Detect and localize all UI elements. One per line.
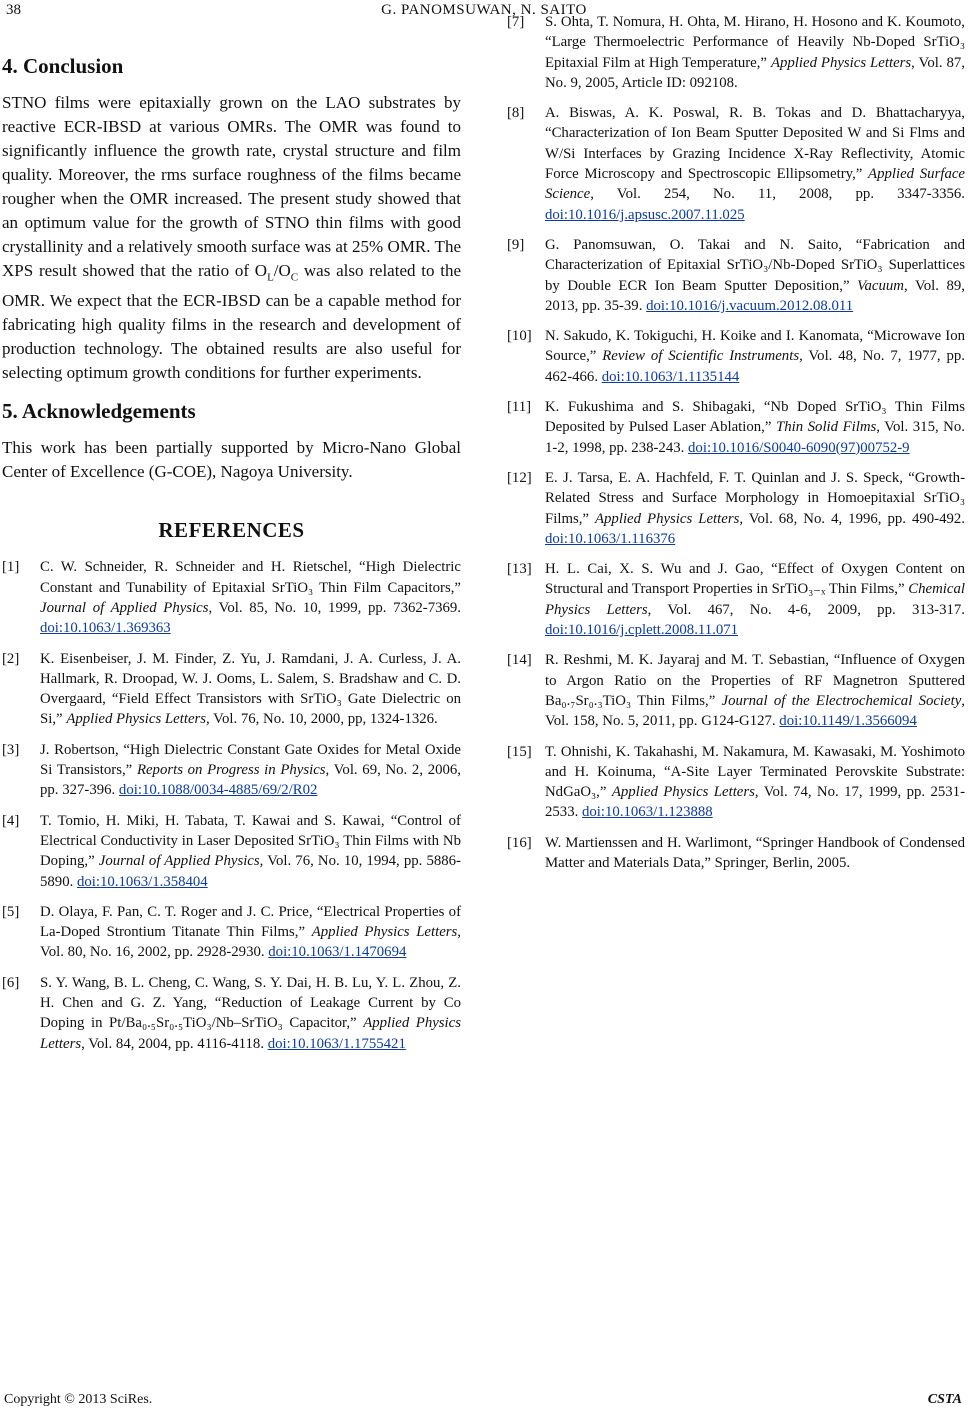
reference-text xyxy=(545,650,965,731)
reference-item xyxy=(2,811,461,892)
reference-journal: Applied Physics Letters xyxy=(770,54,912,71)
acknowledgements-paragraph: This work has been partially supported by Micro-Nano Global Center of Excellence (G-COE), Nagoya University. xyxy=(2,438,461,482)
reference-item xyxy=(2,557,461,638)
reference-authors-title: R. Reshmi, M. K. Jayaraj and M. T. Sebastian, “Influence of Oxygen to Argon Ratio on the Properties of RF Magnetron Sputtered Ba₀.₇Sr₀.₃TiO₃ Thin Films,” xyxy=(545,652,965,709)
doi-link[interactable]: doi:10.1063/1.123888 xyxy=(582,804,713,821)
reference-text xyxy=(545,833,965,874)
reference-text xyxy=(40,902,461,963)
conclusion-heading: 4. Conclusion xyxy=(2,54,124,78)
reference-number: [2] xyxy=(2,650,20,667)
reference-journal: Applied Physics Letters xyxy=(595,510,740,527)
reference-details: , Vol. 84, 2004, pp. 4116-4118. xyxy=(81,1035,268,1052)
reference-number: [13] xyxy=(507,561,532,578)
reference-details: , Vol. 467, No. 4-6, 2009, pp. 313-317. xyxy=(647,601,965,618)
reference-journal: Journal of Applied Physics xyxy=(98,853,260,870)
reference-authors-title: T. Ohnishi, K. Takahashi, M. Nakamura, M. Kawasaki, M. Yoshimoto and H. Koinuma, “A-Site Layer Terminated Perovskite Substrate: NdGaO₃,” xyxy=(545,743,965,801)
ratio-slash: /O xyxy=(273,261,291,280)
running-head: G. PANOMSUWAN, N. SAITO xyxy=(381,2,587,18)
reference-journal: Reports on Progress in Physics xyxy=(136,762,326,779)
reference-authors-title: H. L. Cai, X. S. Wu and J. Gao, “Effect of Oxygen Content on Structural and Transport Properties in SrTiO₃₋ₓ Thin Films,” xyxy=(545,561,965,598)
reference-item xyxy=(507,397,965,458)
reference-authors-title: D. Olaya, F. Pan, C. T. Roger and J. C. Price, “Electrical Properties of La-Doped Strontium Titanate Thin Films,” xyxy=(40,903,461,941)
reference-item xyxy=(507,742,965,823)
reference-journal: Vacuum xyxy=(857,277,904,294)
left-column xyxy=(2,44,461,1064)
subscript-c: C xyxy=(290,271,299,284)
reference-authors-title: K. Eisenbeiser, J. M. Finder, Z. Yu, J. Ramdani, J. A. Curless, J. A. Hallmark, R. Droopad, W. J. Ooms, L. Salem, S. Bradshaw and C. D. Overgaard, “Field Effect Transistors with SrTiO₃ Gate Dielectric on Si,” xyxy=(40,650,461,728)
reference-details: , Vol. 158, No. 5, 2011, pp. G124-G127. xyxy=(545,692,965,730)
doi-link[interactable]: doi:10.1088/0034-4885/69/2/R02 xyxy=(118,782,318,799)
reference-details: , Vol. 48, No. 7, 1977, pp. 462-466. xyxy=(545,348,965,385)
reference-details: , Vol. 85, No. 10, 1999, pp. 7362-7369. xyxy=(208,599,461,616)
reference-text xyxy=(545,468,965,549)
reference-number: [5] xyxy=(2,903,20,920)
reference-number: [15] xyxy=(507,743,532,760)
reference-number: [9] xyxy=(507,236,525,253)
copyright-notice: Copyright © 2013 SciRes. xyxy=(4,1392,153,1407)
reference-number: [3] xyxy=(2,741,20,758)
references-heading: REFERENCES xyxy=(158,518,305,543)
reference-details: , Vol. 254, No. 11, 2008, pp. 3347-3356. xyxy=(590,186,965,203)
reference-authors-title: S. Y. Wang, B. L. Cheng, C. Wang, S. Y. Dai, H. B. Lu, Y. L. Zhou, Z. H. Chen and G. Z. Yang, “Reduction of Leakage Current by Co Doping in Pt/Ba₀.₅Sr₀.₅TiO₃/Nb–SrTiO₃ Capacitor,” xyxy=(40,974,461,1032)
reference-text xyxy=(40,811,461,892)
reference-text xyxy=(545,235,965,316)
reference-details: , Vol. 315, No. 1-2, 1998, pp. 238-243. xyxy=(545,419,965,456)
reference-journal: Applied Physics Letters xyxy=(611,784,755,801)
reference-text xyxy=(40,649,461,730)
reference-details: , Vol. 74, No. 17, 1999, pp. 2531-2533. xyxy=(545,784,965,821)
reference-item xyxy=(2,973,461,1054)
reference-authors-title: J. Robertson, “High Dielectric Constant Gate Oxides for Metal Oxide Si Transistors,” xyxy=(40,741,461,779)
reference-item xyxy=(507,326,965,387)
doi-link[interactable]: doi:10.1016/j.apsusc.2007.11.025 xyxy=(545,206,745,223)
conclusion-text: STNO films were epitaxially grown on the LAO substrates by reactive ECR-IBSD at various OMRs. The OMR was found to significantly influence the growth rate, crystal structure and film quality. Moreover, the rms surface roughness of the films became rougher when the OMR increased. The present study showed that an optimum value for the growth of STNO thin films with good crystallinity and a relatively smooth surface was at 25% OMR. The XPS result showed that the ratio of O xyxy=(2,93,461,280)
reference-authors-title: W. Martienssen and H. Warlimont, “Springer Handbook of Condensed Matter and Materials Data,” Springer, Berlin, 2005. xyxy=(545,834,965,871)
reference-text xyxy=(545,742,965,823)
reference-list-left xyxy=(2,557,461,1054)
reference-authors-title: S. Ohta, T. Nomura, H. Ohta, M. Hirano, H. Hosono and K. Koumoto, “Large Thermoelectric Performance of Heavily Nb-Doped SrTiO₃ Epitaxial Film at High Temperature,” xyxy=(545,14,965,71)
reference-number: [16] xyxy=(507,834,532,851)
doi-link[interactable]: doi:10.1016/S0040-6090(97)00752-9 xyxy=(688,439,910,456)
reference-journal: Applied Surface Science xyxy=(545,166,965,203)
reference-details: , Vol. 76, No. 10, 2000, pp, 1324-1326. xyxy=(206,711,438,728)
reference-number: [6] xyxy=(2,974,20,991)
reference-details: , Vol. 87, No. 9, 2005, Article ID: 092108. xyxy=(545,54,965,91)
reference-item xyxy=(507,650,965,731)
reference-text xyxy=(545,326,965,387)
reference-item xyxy=(507,468,965,549)
reference-item xyxy=(507,235,965,316)
reference-authors-title: T. Tomio, H. Miki, H. Tabata, T. Kawai and S. Kawai, “Control of Electrical Conductivity in Laser Deposited SrTiO₃ Thin Films with Nb Doping,” xyxy=(40,812,461,870)
reference-authors-title: N. Sakudo, K. Tokiguchi, H. Koike and I. Kanomata, “Microwave Ion Source,” xyxy=(545,328,965,365)
reference-authors-title: K. Fukushima and S. Shibagaki, “Nb Doped SrTiO₃ Thin Films Deposited by Pulsed Laser Ablation,” xyxy=(545,399,965,436)
conclusion-text-end: was also related to the OMR. We expect that the ECR-IBSD can be a capable method for fabricating high quality films in the research and development of production technology. The obtained results are also useful for selecting optimum growth conditions for further experiments. xyxy=(2,261,461,383)
reference-details: , Vol. 69, No. 2, 2006, pp. 327-396. xyxy=(40,762,462,799)
reference-number: [1] xyxy=(2,559,20,576)
reference-text xyxy=(40,973,461,1054)
reference-journal: Journal of Applied Physics xyxy=(40,599,209,616)
reference-details: , Vol. 76, No. 10, 1994, pp. 5886-5890. xyxy=(40,853,461,890)
doi-link[interactable]: doi:10.1063/1.116376 xyxy=(545,530,676,547)
reference-text xyxy=(545,103,965,225)
right-column xyxy=(507,12,965,883)
reference-journal: Journal of the Electrochemical Society xyxy=(721,692,962,709)
reference-item xyxy=(507,833,965,874)
reference-number: [8] xyxy=(507,105,525,122)
reference-item xyxy=(507,12,965,93)
reference-journal: Chemical Physics Letters xyxy=(545,581,965,618)
reference-journal: Applied Physics Letters xyxy=(311,924,458,941)
conclusion-paragraph xyxy=(2,91,461,385)
reference-details: , Vol. 80, No. 16, 2002, pp. 2928-2930. xyxy=(40,924,461,961)
doi-link[interactable]: doi:10.1063/1.1470694 xyxy=(268,944,407,961)
reference-authors-title: G. Panomsuwan, O. Takai and N. Saito, “Fabrication and Characterization of Epitaxial SrTiO₃/Nb-Doped SrTiO₃ Superlattices by Double ECR Ion Beam Sputter Deposition,” xyxy=(545,236,965,294)
reference-number: [12] xyxy=(507,469,532,486)
page-number: 38 xyxy=(6,2,21,18)
acknowledgements-heading: 5. Acknowledgements xyxy=(2,399,196,424)
reference-number: [14] xyxy=(507,652,532,669)
doi-link[interactable]: doi:10.1063/1.358404 xyxy=(77,873,208,890)
reference-number: [7] xyxy=(507,14,525,30)
reference-item xyxy=(507,103,965,225)
reference-number: [4] xyxy=(2,812,20,829)
reference-text xyxy=(545,397,965,458)
reference-text xyxy=(545,559,965,640)
doi-link[interactable]: doi:10.1063/1.1135144 xyxy=(601,368,740,385)
reference-authors-title: E. J. Tarsa, E. A. Hachfeld, F. T. Quinlan and J. S. Speck, “Growth-Related Stress and Surface Morphology in Homoepitaxial SrTiO₃ Films,” xyxy=(545,469,965,527)
reference-text xyxy=(40,740,461,801)
reference-item xyxy=(2,740,461,801)
journal-abbrev: CSTA xyxy=(927,1392,962,1407)
reference-details: , Vol. 68, No. 4, 1996, pp. 490-492. xyxy=(739,510,965,527)
doi-link[interactable]: doi:10.1063/1.1755421 xyxy=(267,1035,406,1052)
reference-journal: Thin Solid Films xyxy=(775,419,877,436)
reference-journal: Review of Scientific Instruments xyxy=(602,348,800,365)
reference-item xyxy=(507,559,965,640)
reference-details: , Vol. 89, 2013, pp. 35-39. xyxy=(545,277,965,314)
reference-item xyxy=(2,902,461,963)
reference-number: [10] xyxy=(507,328,532,345)
doi-link[interactable]: doi:10.1149/1.3566094 xyxy=(779,713,917,730)
reference-number: [11] xyxy=(507,399,532,416)
reference-journal: Applied Physics Letters xyxy=(40,1015,461,1052)
reference-text xyxy=(545,12,965,93)
reference-authors-title: C. W. Schneider, R. Schneider and H. Rietschel, “High Dielectric Constant and Tunability of Epitaxial SrTiO₃ Thin Film Capacitors,” xyxy=(40,559,461,596)
reference-journal: Applied Physics Letters xyxy=(66,711,207,728)
subscript-l: L xyxy=(267,271,274,284)
reference-authors-title: A. Biswas, A. K. Poswal, R. B. Tokas and D. Bhattacharyya, “Characterization of Ion Beam Sputter Deposited W and Si Flms and W/Si Interfaces by Grazing Incidence X-Ray Reflectivity, Atomic Force Microscopy and Spectroscopic Ellipsometry,” xyxy=(545,105,965,183)
reference-list-right xyxy=(507,12,965,873)
doi-link[interactable]: doi:10.1063/1.369363 xyxy=(40,620,171,637)
reference-item xyxy=(2,649,461,730)
doi-link[interactable]: doi:10.1016/j.cplett.2008.11.071 xyxy=(545,622,739,639)
reference-text xyxy=(40,557,461,638)
page-footer xyxy=(0,1388,968,1414)
doi-link[interactable]: doi:10.1016/j.vacuum.2012.08.011 xyxy=(646,297,854,314)
